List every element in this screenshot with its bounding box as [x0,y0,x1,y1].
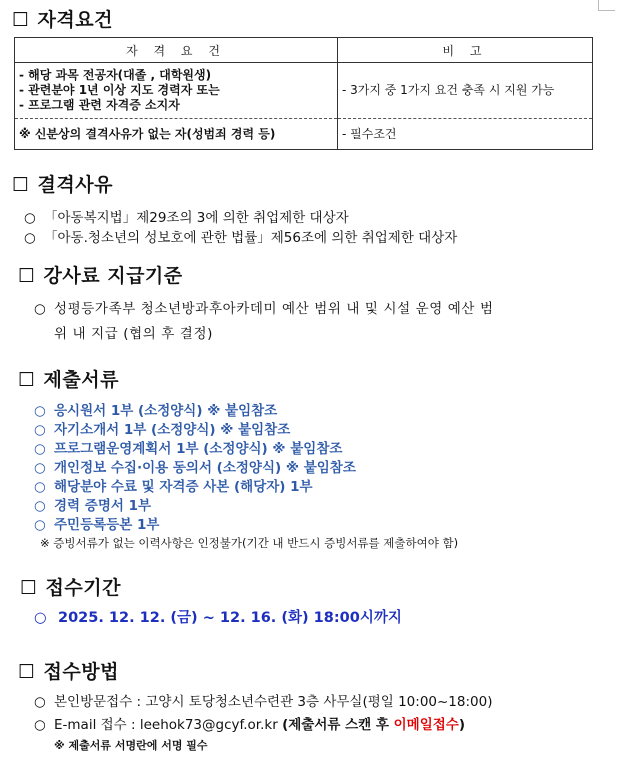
checkbox-square-icon: ☐ [18,265,36,287]
circle-bullet-icon: ○ [24,210,36,226]
section-title-text: 접수방법 [43,661,119,683]
section-title-fee [18,261,183,288]
checkbox-square-icon: ☐ [20,577,38,599]
method-note: ※ 제출서류 서명란에 서명 필수 [54,739,208,752]
document-item [34,494,151,514]
requirement-line: - 프로그램 관련 자격증 소지자 [19,98,180,112]
note-cell: - 3가지 중 1가지 요건 충족 시 지원 가능 [338,63,593,119]
table-header-note: 비 고 [338,38,593,63]
method-email-paren-close: ) [458,717,466,733]
requirement-line: - 해당 과목 전공자(대졸 , 대학원생) [19,68,212,82]
document-text: 자기소개서 1부 (소정양식) ※ 붙임참조 [54,422,291,438]
document-item [34,475,313,495]
method-email-highlight: 이메일접수 [393,717,459,733]
circle-bullet-icon: ○ [34,517,46,533]
page-corner-mark [598,0,615,11]
circle-bullet-icon: ○ [34,403,46,419]
method-email-paren: (제출서류 스캔 후 [282,717,394,733]
circle-bullet-icon: ○ [34,422,46,438]
requirement-cell: ※ 신분상의 결격사유가 없는 자(성범죄 경력 등) [15,119,338,150]
disqualification-text: 「아동.청소년의 성보호에 관한 법률」제56조에 의한 취업제한 대상자 [44,230,458,246]
document-text: 경력 증명서 1부 [54,498,152,514]
fee-text-line [34,297,494,317]
section-title-text: 접수기간 [45,577,121,599]
circle-bullet-icon: ○ [34,498,46,514]
section-title-disqualification [12,170,113,197]
document-item [34,456,356,476]
circle-bullet-icon: ○ [34,301,47,317]
section-title-text: 강사료 지급기준 [43,265,183,287]
section-title-text: 자격요건 [37,9,113,31]
section-title-qualification [12,5,113,32]
disqualification-item [24,226,457,246]
checkbox-square-icon: ☐ [18,661,36,683]
document-text: 주민등록등본 1부 [54,517,160,533]
document-item [34,437,342,457]
documents-note: ※ 증빙서류가 없는 이력사항은 인정불가(기간 내 반드시 증빙서류를 제출하여야 함) [40,536,459,550]
method-email-text: E-mail 접수 : leehok73@gcyf.or.kr [54,717,283,733]
method-email-item [34,713,465,733]
qualification-table [14,37,593,150]
circle-bullet-icon: ○ [34,441,46,457]
section-title-text: 결격사유 [37,174,113,196]
note-cell: - 필수조건 [338,119,593,150]
circle-bullet-icon: ○ [34,479,46,495]
checkbox-square-icon: ☐ [12,174,30,196]
document-text: 해당분야 수료 및 자격증 사본 (해당자) 1부 [54,479,313,495]
section-title-text: 제출서류 [43,369,119,391]
circle-bullet-icon: ○ [34,460,46,476]
fee-text: 위 내 지급 (협의 후 결정) [54,326,213,342]
checkbox-square-icon: ☐ [18,369,36,391]
document-text: 개인정보 수집·이용 동의서 (소정양식) ※ 붙임참조 [54,460,356,476]
period-item [34,606,402,627]
checkbox-square-icon: ☐ [12,9,30,31]
circle-bullet-icon: ○ [34,610,47,626]
fee-text-line [54,322,213,342]
document-item [34,418,290,438]
fee-text: 성평등가족부 청소년방과후아카데미 예산 범위 내 및 시설 운영 예산 범 [54,301,494,317]
table-row [15,63,593,119]
section-title-period [20,573,121,600]
circle-bullet-icon: ○ [24,230,36,246]
document-text: 프로그램운영계획서 1부 (소정양식) ※ 붙임참조 [54,441,343,457]
section-title-documents [18,365,119,392]
section-title-method [18,657,119,684]
table-header-requirement: 자 격 요 건 [15,38,338,63]
document-item [34,513,159,533]
disqualification-item [24,206,349,226]
table-row [15,119,593,150]
method-visit-item [34,690,492,710]
circle-bullet-icon: ○ [34,694,46,710]
document-text: 응시원서 1부 (소정양식) ※ 붙임참조 [54,403,278,419]
requirement-cell [15,63,338,119]
circle-bullet-icon: ○ [34,717,46,733]
document-item [34,399,277,419]
period-text: 2025. 12. 12. (금) ~ 12. 16. (화) 18:00시까지 [58,610,402,626]
method-visit-text: 본인방문접수 : 고양시 토당청소년수련관 3층 사무실(평일 10:00~18:00) [54,694,493,710]
requirement-line: - 관련분야 1년 이상 지도 경력자 또는 [19,83,220,97]
disqualification-text: 「아동복지법」제29조의 3에 의한 취업제한 대상자 [44,210,349,226]
